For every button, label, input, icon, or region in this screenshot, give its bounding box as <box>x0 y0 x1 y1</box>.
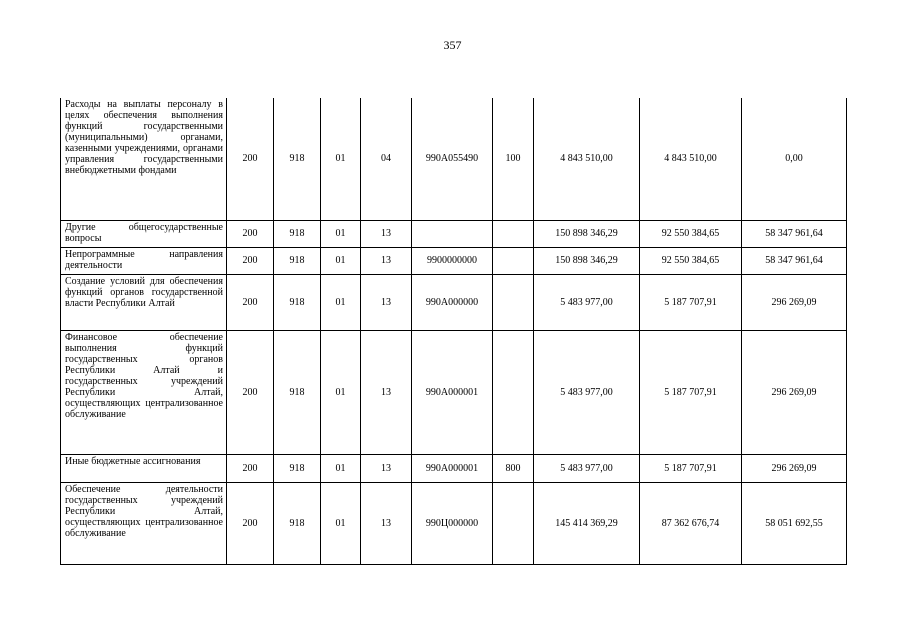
cell-section: 01 <box>321 220 361 247</box>
row-description: Другие общегосударственные вопросы <box>61 220 227 247</box>
cell-ministry: 918 <box>274 482 321 564</box>
table-row <box>61 482 847 564</box>
cell-subsection: 13 <box>361 274 412 330</box>
cell-amount-2: 5 187 707,91 <box>640 330 742 454</box>
cell-ministry: 918 <box>274 274 321 330</box>
cell-target: 9900000000 <box>412 247 493 274</box>
cell-ministry: 918 <box>274 247 321 274</box>
cell-amount-1: 145 414 369,29 <box>534 482 640 564</box>
cell-subsection: 13 <box>361 482 412 564</box>
table-row <box>61 454 847 482</box>
cell-amount-3: 58 051 692,55 <box>742 482 847 564</box>
cell-type <box>493 330 534 454</box>
cell-amount-1: 5 483 977,00 <box>534 274 640 330</box>
cell-subsection: 13 <box>361 247 412 274</box>
row-description: Создание условий для обеспечения функций органов государственной власти Республики Алтай <box>61 274 227 330</box>
cell-section: 01 <box>321 274 361 330</box>
cell-amount-3: 58 347 961,64 <box>742 247 847 274</box>
cell-amount-2: 4 843 510,00 <box>640 98 742 220</box>
cell-subsection: 13 <box>361 220 412 247</box>
cell-type <box>493 247 534 274</box>
cell-type <box>493 482 534 564</box>
budget-table <box>60 98 847 565</box>
cell-ministry: 918 <box>274 220 321 247</box>
row-description: Иные бюджетные ассигнования <box>61 454 227 482</box>
cell-amount-1: 150 898 346,29 <box>534 247 640 274</box>
cell-amount-1: 5 483 977,00 <box>534 330 640 454</box>
cell-code: 200 <box>227 247 274 274</box>
cell-target: 990А000001 <box>412 454 493 482</box>
cell-type: 100 <box>493 98 534 220</box>
cell-amount-1: 150 898 346,29 <box>534 220 640 247</box>
cell-amount-2: 5 187 707,91 <box>640 274 742 330</box>
cell-subsection: 04 <box>361 98 412 220</box>
table-row <box>61 274 847 330</box>
cell-ministry: 918 <box>274 454 321 482</box>
cell-amount-1: 4 843 510,00 <box>534 98 640 220</box>
row-description: Расходы на выплаты персоналу в целях обеспечения выполнения функций государственными (муниципальными) органами, казенными учреждениями, органами управления государственными внебюджетными фондами <box>61 98 227 220</box>
cell-amount-2: 87 362 676,74 <box>640 482 742 564</box>
cell-target: 990А000000 <box>412 274 493 330</box>
cell-code: 200 <box>227 482 274 564</box>
cell-subsection: 13 <box>361 330 412 454</box>
row-description: Финансовое обеспечение выполнения функций государственных органов Республики Алтай и государственных учреждений Республики Алтай, осуществляющих централизованное обслуживание <box>61 330 227 454</box>
cell-amount-2: 92 550 384,65 <box>640 220 742 247</box>
cell-type <box>493 220 534 247</box>
cell-amount-1: 5 483 977,00 <box>534 454 640 482</box>
table-row <box>61 330 847 454</box>
cell-amount-3: 0,00 <box>742 98 847 220</box>
cell-code: 200 <box>227 98 274 220</box>
cell-amount-3: 296 269,09 <box>742 330 847 454</box>
cell-target: 990А000001 <box>412 330 493 454</box>
table-row <box>61 247 847 274</box>
cell-code: 200 <box>227 220 274 247</box>
table-row <box>61 220 847 247</box>
page-number: 357 <box>443 38 462 52</box>
cell-type <box>493 274 534 330</box>
cell-amount-3: 58 347 961,64 <box>742 220 847 247</box>
cell-target <box>412 220 493 247</box>
cell-target: 990Ц000000 <box>412 482 493 564</box>
row-description: Обеспечение деятельности государственных учреждений Республики Алтай, осуществляющих централизованное обслуживание <box>61 482 227 564</box>
cell-section: 01 <box>321 482 361 564</box>
cell-subsection: 13 <box>361 454 412 482</box>
cell-ministry: 918 <box>274 98 321 220</box>
row-description: Непрограммные направления деятельности <box>61 247 227 274</box>
cell-section: 01 <box>321 247 361 274</box>
cell-code: 200 <box>227 454 274 482</box>
cell-section: 01 <box>321 330 361 454</box>
cell-amount-3: 296 269,09 <box>742 454 847 482</box>
cell-code: 200 <box>227 274 274 330</box>
cell-amount-2: 5 187 707,91 <box>640 454 742 482</box>
cell-type: 800 <box>493 454 534 482</box>
table-row <box>61 98 847 220</box>
cell-target: 990А055490 <box>412 98 493 220</box>
cell-ministry: 918 <box>274 330 321 454</box>
cell-section: 01 <box>321 98 361 220</box>
cell-amount-2: 92 550 384,65 <box>640 247 742 274</box>
cell-section: 01 <box>321 454 361 482</box>
cell-code: 200 <box>227 330 274 454</box>
cell-amount-3: 296 269,09 <box>742 274 847 330</box>
